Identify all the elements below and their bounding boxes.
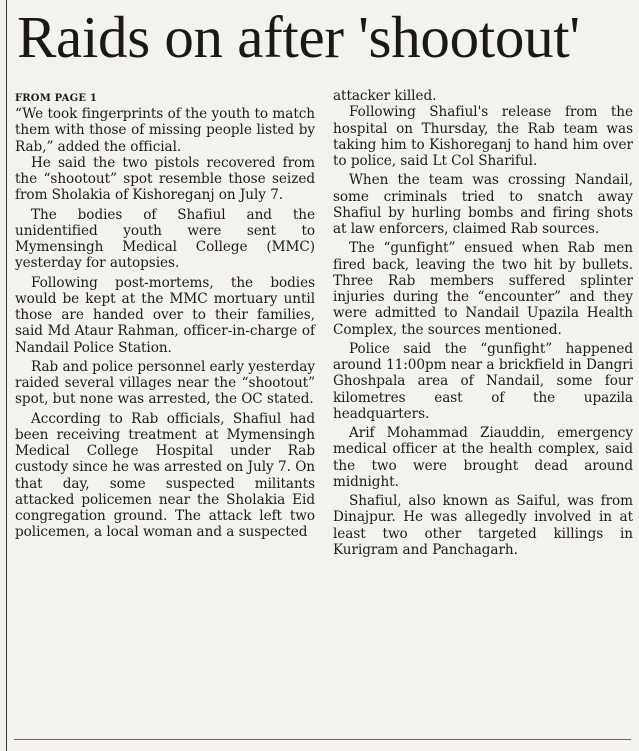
paragraph: When the team was crossing Nandail, some criminals tried to snatch away Shafiul by hurling bombs and firing shots at law enforcers, claimed Rab sources. xyxy=(333,172,633,237)
paragraph: The bodies of Shafiul and the unidentified youth were sent to Mymensingh Medical College (MMC) yesterday for autopsies. xyxy=(15,206,315,272)
paragraph-continued: attacker killed. xyxy=(333,88,437,104)
paragraph: He said the two pistols recovered from the “shootout” spot resemble those seized from Sholakia of Kishoreganj on July 7. xyxy=(15,154,315,204)
paragraph: Following post-mortems, the bodies would be kept at the MMC mortuary until those are handed over to their families, said Md Ataur Rahman, officer-in-charge of Nandail Police Station. xyxy=(15,274,315,356)
article-column-right xyxy=(333,88,633,558)
paragraph: Arif Mohammad Ziauddin, emergency medical officer at the health complex, said the two were brought dead around midnight. xyxy=(333,425,633,490)
paragraph: “We took fingerprints of the youth to match them with those of missing people listed by Rab,” added the official. xyxy=(15,106,315,155)
dateline: FROM PAGE 1 xyxy=(15,93,98,104)
paragraph: Following Shafiul's release from the hospital on Thursday, the Rab team was taking him to Kishoreganj to hand him over to police, said Lt Col Shariful. xyxy=(333,104,633,169)
headline: Raids on after 'shootout' xyxy=(17,4,580,70)
column-rule xyxy=(6,0,7,751)
paragraph: Rab and police personnel early yesterday raided several villages near the “shootout” spot, but none was arrested, the OC stated. xyxy=(15,358,315,408)
paragraph: The “gunfight” ensued when Rab men fired back, leaving the two hit by bullets. Three Rab members suffered splinter injuries during the “encounter” and they were admitted to Nandail Upazila Health Complex, the sources mentioned. xyxy=(333,240,633,338)
paragraph: Police said the “gunfight” happened around 11:00pm near a brickfield in Dangri Ghoshpala area of Nandail, some four kilometres east of the upazila headquarters. xyxy=(333,340,633,422)
paragraph: According to Rab officials, Shafiul had been receiving treatment at Mymensingh Medical College Hospital under Rab custody since he was arrested on July 7. On that day, some suspected militants attacked policemen near the Sholakia Eid congregation ground. The attack left two policemen, a local woman and a suspected xyxy=(15,410,315,541)
bottom-rule xyxy=(14,739,631,740)
paragraph: Shafiul, also known as Saiful, was from Dinajpur. He was allegedly involved in at least two other targeted killings in Kurigram and Panchagarh. xyxy=(333,493,633,558)
article-column-left xyxy=(15,92,315,541)
